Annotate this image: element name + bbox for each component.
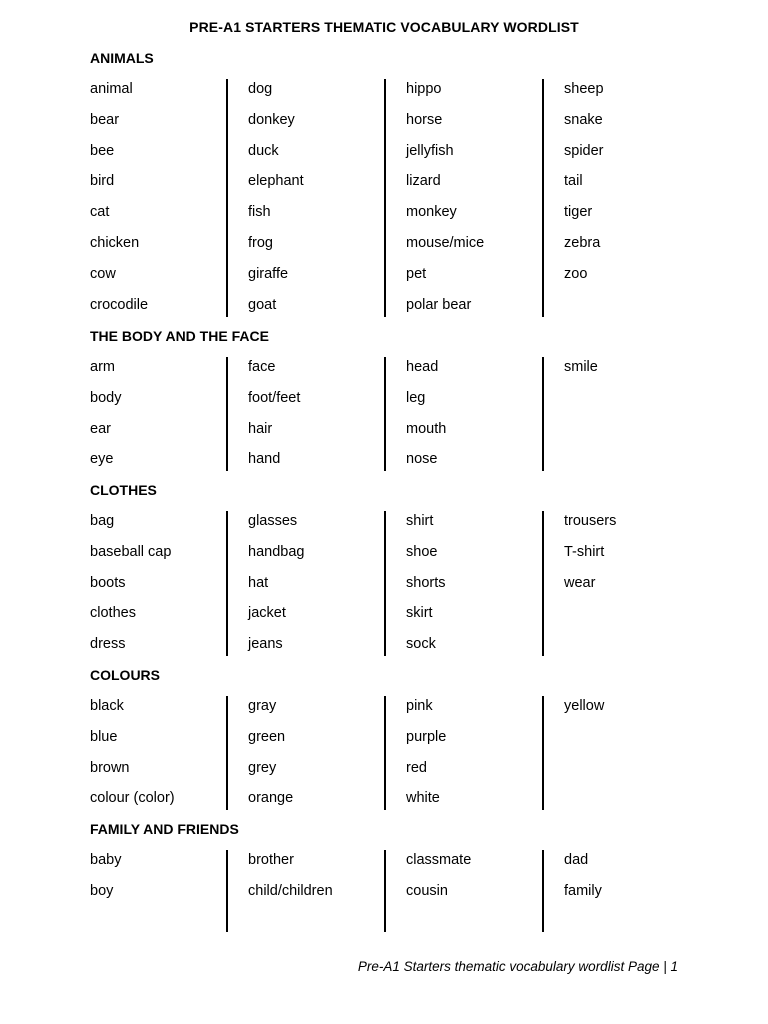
page-title: PRE-A1 STARTERS THEMATIC VOCABULARY WORDLIST bbox=[189, 19, 579, 35]
vocabulary-word: donkey bbox=[248, 111, 295, 128]
section-heading: FAMILY AND FRIENDS bbox=[90, 821, 239, 837]
vocabulary-word: clothes bbox=[90, 605, 136, 622]
vocabulary-word: zoo bbox=[564, 265, 588, 282]
vocabulary-word: hand bbox=[248, 451, 281, 468]
vocabulary-word: spider bbox=[564, 142, 604, 159]
vocabulary-word: baseball cap bbox=[90, 543, 172, 560]
vocabulary-word: jeans bbox=[248, 636, 283, 653]
column-divider bbox=[384, 696, 386, 810]
vocabulary-word: child/children bbox=[248, 882, 333, 899]
vocabulary-word: orange bbox=[248, 790, 294, 807]
vocabulary-word: cousin bbox=[406, 882, 448, 899]
column-divider bbox=[542, 357, 544, 471]
vocabulary-word: polar bear bbox=[406, 296, 472, 313]
vocabulary-word: smile bbox=[564, 359, 598, 375]
vocabulary-word: frog bbox=[248, 235, 273, 251]
column-divider bbox=[226, 511, 228, 656]
vocabulary-word: shirt bbox=[406, 513, 434, 529]
section-heading: COLOURS bbox=[90, 667, 160, 683]
vocabulary-word: purple bbox=[406, 728, 447, 745]
vocabulary-word: glasses bbox=[248, 513, 298, 529]
vocabulary-word: tail bbox=[564, 173, 583, 190]
page-footer: Pre-A1 Starters thematic vocabulary wordlist Page | 1 bbox=[357, 959, 678, 974]
vocabulary-word: hair bbox=[248, 420, 273, 437]
vocabulary-word: gray bbox=[248, 698, 277, 714]
vocabulary-word: pink bbox=[406, 698, 433, 714]
column-divider bbox=[226, 79, 228, 317]
column-divider bbox=[384, 79, 386, 317]
vocabulary-word: arm bbox=[90, 359, 115, 375]
vocabulary-word: bee bbox=[90, 142, 115, 159]
vocabulary-word: sock bbox=[406, 636, 436, 653]
vocabulary-word: ear bbox=[90, 420, 111, 437]
vocabulary-word: pet bbox=[406, 265, 427, 282]
vocabulary-word: blue bbox=[90, 728, 118, 745]
column-divider bbox=[542, 696, 544, 810]
column-divider bbox=[384, 511, 386, 656]
vocabulary-word: classmate bbox=[406, 852, 472, 868]
vocabulary-word: handbag bbox=[248, 543, 305, 560]
vocabulary-word: nose bbox=[406, 451, 438, 468]
vocabulary-word: brown bbox=[90, 759, 130, 776]
vocabulary-word: duck bbox=[248, 142, 279, 159]
vocabulary-word: head bbox=[406, 359, 439, 375]
vocabulary-word: red bbox=[406, 759, 427, 776]
vocabulary-word: skirt bbox=[406, 605, 433, 622]
vocabulary-word: shorts bbox=[406, 574, 446, 591]
vocabulary-word: hippo bbox=[406, 81, 442, 97]
vocabulary-word: horse bbox=[406, 111, 443, 128]
vocabulary-word: elephant bbox=[248, 173, 304, 190]
vocabulary-word: yellow bbox=[564, 698, 605, 714]
column-divider bbox=[226, 696, 228, 810]
column-divider bbox=[384, 357, 386, 471]
vocabulary-word: boots bbox=[90, 574, 126, 591]
vocabulary-word: goat bbox=[248, 296, 277, 313]
vocabulary-word: mouth bbox=[406, 420, 447, 437]
vocabulary-word: bag bbox=[90, 513, 115, 529]
vocabulary-word: wear bbox=[564, 574, 596, 591]
vocabulary-word: baby bbox=[90, 852, 122, 868]
vocabulary-word: trousers bbox=[564, 513, 617, 529]
vocabulary-word: dad bbox=[564, 852, 589, 868]
vocabulary-word: fish bbox=[248, 204, 271, 221]
vocabulary-word: brother bbox=[248, 852, 294, 868]
vocabulary-word: dog bbox=[248, 81, 273, 97]
vocabulary-word: chicken bbox=[90, 235, 140, 251]
vocabulary-word: shoe bbox=[406, 543, 438, 560]
column-divider bbox=[542, 511, 544, 656]
vocabulary-word: cat bbox=[90, 204, 110, 221]
column-divider bbox=[226, 850, 228, 932]
vocabulary-word: lizard bbox=[406, 173, 441, 190]
vocabulary-word: bird bbox=[90, 173, 115, 190]
vocabulary-word: monkey bbox=[406, 204, 457, 221]
vocabulary-word: grey bbox=[248, 759, 277, 776]
vocabulary-word: giraffe bbox=[248, 265, 289, 282]
vocabulary-word: T-shirt bbox=[564, 543, 605, 560]
vocabulary-word: white bbox=[406, 790, 440, 807]
vocabulary-word: hat bbox=[248, 574, 269, 591]
vocabulary-word: animal bbox=[90, 81, 133, 97]
column-divider bbox=[226, 357, 228, 471]
vocabulary-word: dress bbox=[90, 636, 126, 653]
vocabulary-word: leg bbox=[406, 389, 426, 406]
vocabulary-word: colour (color) bbox=[90, 790, 175, 807]
vocabulary-word: green bbox=[248, 728, 286, 745]
vocabulary-word: family bbox=[564, 882, 602, 899]
vocabulary-word: crocodile bbox=[90, 296, 149, 313]
vocabulary-word: sheep bbox=[564, 81, 604, 97]
vocabulary-word: jellyfish bbox=[406, 142, 454, 159]
vocabulary-word: zebra bbox=[564, 235, 601, 251]
section-heading: THE BODY AND THE FACE bbox=[90, 328, 269, 344]
section-heading: CLOTHES bbox=[90, 482, 157, 498]
vocabulary-word: bear bbox=[90, 111, 120, 128]
vocabulary-word: body bbox=[90, 389, 122, 406]
vocabulary-word: foot/feet bbox=[248, 389, 301, 406]
vocabulary-word: snake bbox=[564, 111, 603, 128]
column-divider bbox=[384, 850, 386, 932]
vocabulary-word: eye bbox=[90, 451, 114, 468]
section-heading: ANIMALS bbox=[90, 50, 154, 66]
vocabulary-word: mouse/mice bbox=[406, 235, 485, 251]
column-divider bbox=[542, 79, 544, 317]
column-divider bbox=[542, 850, 544, 932]
vocabulary-word: tiger bbox=[564, 204, 593, 221]
vocabulary-word: black bbox=[90, 698, 124, 714]
vocabulary-word: face bbox=[248, 359, 276, 375]
vocabulary-word: cow bbox=[90, 265, 116, 282]
vocabulary-word: boy bbox=[90, 882, 114, 899]
vocabulary-word: jacket bbox=[248, 605, 286, 622]
